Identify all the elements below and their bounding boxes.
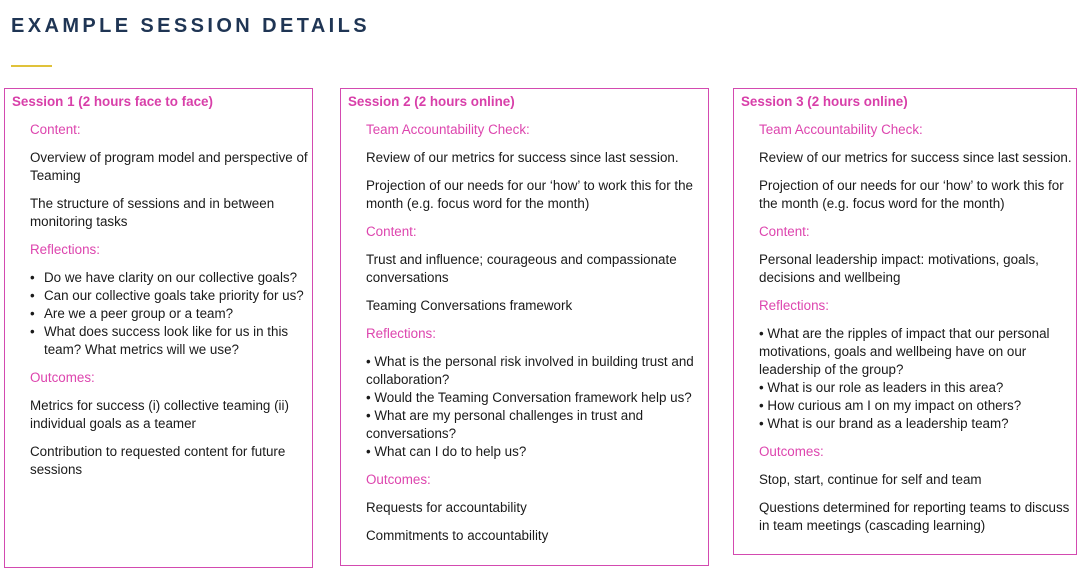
session-2-reflection-item: • What is the personal risk involved in building trust and collaboration? [366, 354, 694, 387]
session-3-reflection-item: • What is our role as leaders in this area? [759, 380, 1004, 395]
session-3-title: Session 3 (2 hours online) [741, 94, 908, 109]
session-3-reflections-list [759, 325, 1073, 433]
session-3-reflection-item: • What are the ripples of impact that our personal motivations, goals and wellbeing have on our leadership of the group? [759, 326, 1050, 377]
session-3-reflection-item: • What is our brand as a leadership team? [759, 416, 1009, 431]
session-1-content-heading: Content: [30, 122, 81, 137]
session-1-outcome-item: Contribution to requested content for future sessions [30, 444, 286, 477]
session-2-outcome-item: Requests for accountability [366, 500, 527, 515]
title-accent-line [11, 65, 52, 67]
session-2-reflections-list [366, 353, 704, 461]
session-2-reflection-item: • What can I do to help us? [366, 444, 527, 459]
session-2-outcome-item: Commitments to accountability [366, 528, 549, 543]
session-1-reflection-item: • Are we a peer group or a team? [30, 305, 308, 323]
session-3-check-item: Projection of our needs for our ‘how’ to work this for the month (e.g. focus word for the month) [759, 178, 1064, 211]
session-1-reflections-heading: Reflections: [30, 242, 100, 257]
session-2-card [340, 88, 709, 566]
session-1-content-item: Overview of program model and perspective of Teaming [30, 150, 308, 183]
session-3-content-heading: Content: [759, 224, 810, 239]
session-2-check-item: Review of our metrics for success since last session. [366, 150, 679, 165]
session-1-card [4, 88, 313, 568]
session-2-content-heading: Content: [366, 224, 417, 239]
session-1-title: Session 1 (2 hours face to face) [12, 94, 213, 109]
session-1-content-item: The structure of sessions and in between monitoring tasks [30, 196, 275, 229]
session-2-check-heading: Team Accountability Check: [366, 122, 530, 137]
session-2-title: Session 2 (2 hours online) [348, 94, 515, 109]
session-3-outcomes-heading: Outcomes: [759, 444, 824, 459]
session-2-reflection-item: • What are my personal challenges in trust and conversations? [366, 408, 644, 441]
session-2-check-item: Projection of our needs for our ‘how’ to work this for the month (e.g. focus word for the month) [366, 178, 693, 211]
session-2-content-item: Teaming Conversations framework [366, 298, 573, 313]
page-title: EXAMPLE SESSION DETAILS [11, 15, 370, 37]
session-2-outcomes-heading: Outcomes: [366, 472, 431, 487]
session-1-outcomes-heading: Outcomes: [30, 370, 95, 385]
session-2-reflection-item: • Would the Teaming Conversation framework help us? [366, 390, 692, 405]
session-2-content-item: Trust and influence; courageous and compassionate conversations [366, 252, 677, 285]
session-3-check-heading: Team Accountability Check: [759, 122, 923, 137]
session-3-check-item: Review of our metrics for success since last session. [759, 150, 1072, 165]
session-1-reflection-item: • Can our collective goals take priority for us? [30, 287, 308, 305]
session-3-reflection-item: • How curious am I on my impact on others? [759, 398, 1022, 413]
session-3-content-item: Personal leadership impact: motivations, goals, decisions and wellbeing [759, 252, 1039, 285]
session-1-reflection-item: • What does success look like for us in this team? What metrics will we use? [30, 323, 308, 359]
session-1-outcome-item: Metrics for success (i) collective teaming (ii) individual goals as a teamer [30, 398, 289, 431]
session-1-reflection-item: • Do we have clarity on our collective goals? [30, 269, 308, 287]
session-3-card [733, 88, 1077, 555]
session-2-reflections-heading: Reflections: [366, 326, 436, 341]
session-3-outcome-item: Questions determined for reporting teams to discuss in team meetings (cascading learning) [759, 500, 1070, 533]
session-3-outcome-item: Stop, start, continue for self and team [759, 472, 982, 487]
session-1-reflections-list [30, 269, 308, 359]
session-3-reflections-heading: Reflections: [759, 298, 829, 313]
